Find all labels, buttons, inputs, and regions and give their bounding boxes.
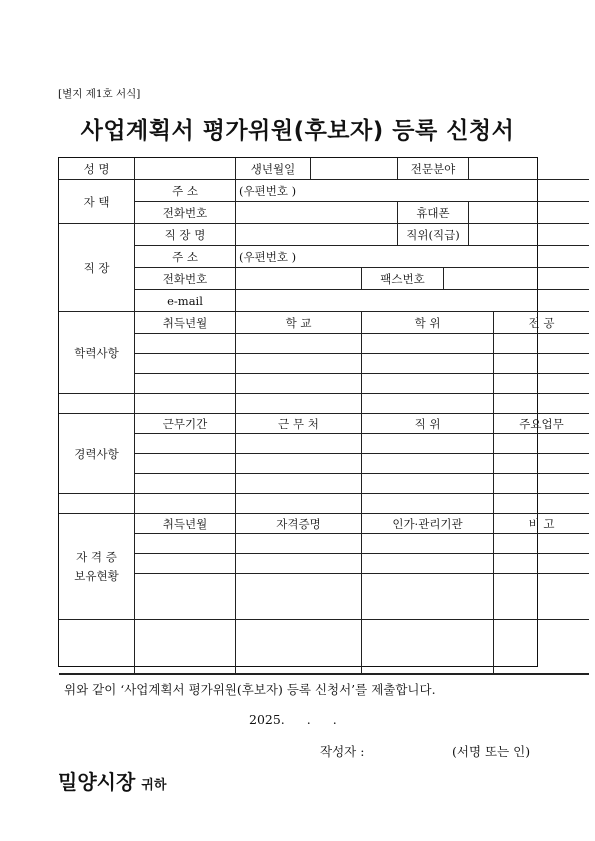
- education-cell[interactable]: [236, 354, 362, 374]
- license-cell[interactable]: [494, 534, 589, 554]
- education-header-school: 학 교: [236, 312, 362, 334]
- career-spacer: [59, 494, 135, 514]
- license-label-line1: 자 격 증: [76, 549, 117, 564]
- license-cell[interactable]: [362, 554, 494, 574]
- education-cell[interactable]: [494, 354, 589, 374]
- license-cell[interactable]: [135, 554, 236, 574]
- license-cell[interactable]: [362, 534, 494, 554]
- recipient: [58, 766, 166, 795]
- education-cell[interactable]: [236, 374, 362, 394]
- fax-input[interactable]: [444, 268, 589, 290]
- license-cell[interactable]: [135, 534, 236, 554]
- career-cell[interactable]: [494, 494, 589, 514]
- submission-statement: 위와 같이 ‘사업계획서 평가위원(후보자) 등록 신청서’를 제출합니다.: [64, 682, 436, 697]
- education-header-major: 전 공: [494, 312, 589, 334]
- career-cell[interactable]: [236, 494, 362, 514]
- career-cell[interactable]: [494, 454, 589, 474]
- form-number-label: [별지 제1호 서식]: [58, 88, 141, 100]
- career-cell[interactable]: [362, 494, 494, 514]
- position-input[interactable]: [469, 224, 589, 246]
- email-input[interactable]: [236, 290, 589, 312]
- education-cell[interactable]: [362, 334, 494, 354]
- application-form-table: [58, 157, 564, 667]
- license-cell[interactable]: [494, 574, 589, 620]
- work-address-input[interactable]: (우편번호 ): [236, 246, 589, 268]
- email-label: e-mail: [135, 290, 236, 312]
- education-cell[interactable]: [135, 334, 236, 354]
- license-header-date: 취득년월: [135, 514, 236, 534]
- work-section-label: 직 장: [59, 224, 135, 312]
- date-month: .: [306, 712, 311, 727]
- publications-label: [59, 674, 135, 675]
- recipient-name: 밀양시장: [58, 770, 136, 794]
- name-label: 성 명: [59, 158, 135, 180]
- work-address-label: 주 소: [135, 246, 236, 268]
- education-cell[interactable]: [362, 354, 494, 374]
- field-label: 전문분야: [398, 158, 469, 180]
- signature-note[interactable]: (서명 또는 인): [452, 744, 531, 759]
- publications-input[interactable]: [135, 674, 589, 675]
- birth-label: 생년월일: [236, 158, 311, 180]
- position-label: 직위(직급): [398, 224, 469, 246]
- license-header-name: 자격증명: [236, 514, 362, 534]
- license-cell[interactable]: [236, 620, 362, 674]
- license-cell[interactable]: [135, 574, 236, 620]
- career-cell[interactable]: [135, 434, 236, 454]
- license-cell[interactable]: [494, 554, 589, 574]
- license-cell[interactable]: [494, 620, 589, 674]
- workplace-input[interactable]: [236, 224, 398, 246]
- education-spacer: [59, 394, 135, 414]
- education-cell[interactable]: [494, 394, 589, 414]
- mobile-label: 휴대폰: [398, 202, 469, 224]
- career-header-position: 직 위: [362, 414, 494, 434]
- education-section-label: 학력사항: [59, 312, 135, 394]
- license-header-note: 비 고: [494, 514, 589, 534]
- field-input[interactable]: [469, 158, 589, 180]
- home-address-label: 주 소: [135, 180, 236, 202]
- career-cell[interactable]: [135, 494, 236, 514]
- education-header-degree: 학 위: [362, 312, 494, 334]
- career-cell[interactable]: [494, 474, 589, 494]
- license-cell[interactable]: [362, 574, 494, 620]
- license-cell[interactable]: [236, 534, 362, 554]
- name-input[interactable]: [135, 158, 236, 180]
- education-cell[interactable]: [362, 374, 494, 394]
- license-cell[interactable]: [236, 574, 362, 620]
- signer-label: 작성자 :: [320, 744, 365, 759]
- date-year: 2025.: [249, 712, 285, 727]
- license-cell[interactable]: [236, 554, 362, 574]
- education-cell[interactable]: [494, 334, 589, 354]
- birth-input[interactable]: [311, 158, 398, 180]
- career-header-duties: 주요업무: [494, 414, 589, 434]
- work-phone-label: 전화번호: [135, 268, 236, 290]
- education-cell[interactable]: [494, 374, 589, 394]
- license-spacer: [59, 620, 135, 674]
- career-cell[interactable]: [236, 434, 362, 454]
- education-cell[interactable]: [135, 394, 236, 414]
- career-section-label: 경력사항: [59, 414, 135, 494]
- date-day: .: [332, 712, 337, 727]
- home-phone-input[interactable]: [236, 202, 398, 224]
- mobile-input[interactable]: [469, 202, 589, 224]
- license-label-line2: 보유현황: [74, 568, 119, 583]
- license-header-authority: 인가·관리기관: [362, 514, 494, 534]
- work-phone-input[interactable]: [236, 268, 362, 290]
- career-cell[interactable]: [236, 454, 362, 474]
- career-cell[interactable]: [135, 454, 236, 474]
- page-title: 사업계획서 평가위원(후보자) 등록 신청서: [80, 118, 515, 144]
- education-cell[interactable]: [135, 374, 236, 394]
- education-cell[interactable]: [135, 354, 236, 374]
- home-phone-label: 전화번호: [135, 202, 236, 224]
- license-section-label: [59, 514, 135, 620]
- education-cell[interactable]: [362, 394, 494, 414]
- education-header-date: 취득년월: [135, 312, 236, 334]
- education-cell[interactable]: [236, 394, 362, 414]
- career-cell[interactable]: [494, 434, 589, 454]
- career-cell[interactable]: [362, 434, 494, 454]
- fax-label: 팩스번호: [362, 268, 444, 290]
- career-cell[interactable]: [236, 474, 362, 494]
- license-cell[interactable]: [362, 620, 494, 674]
- submission-date: [249, 712, 337, 727]
- career-cell[interactable]: [362, 454, 494, 474]
- career-header-period: 근무기간: [135, 414, 236, 434]
- home-section-label: 자 택: [59, 180, 135, 224]
- home-address-input[interactable]: (우편번호 ): [236, 180, 589, 202]
- license-cell[interactable]: [135, 620, 236, 674]
- career-cell[interactable]: [362, 474, 494, 494]
- career-cell[interactable]: [135, 474, 236, 494]
- career-header-workplace: 근 무 처: [236, 414, 362, 434]
- recipient-honorific: 귀하: [141, 778, 167, 793]
- workplace-label: 직 장 명: [135, 224, 236, 246]
- education-cell[interactable]: [236, 334, 362, 354]
